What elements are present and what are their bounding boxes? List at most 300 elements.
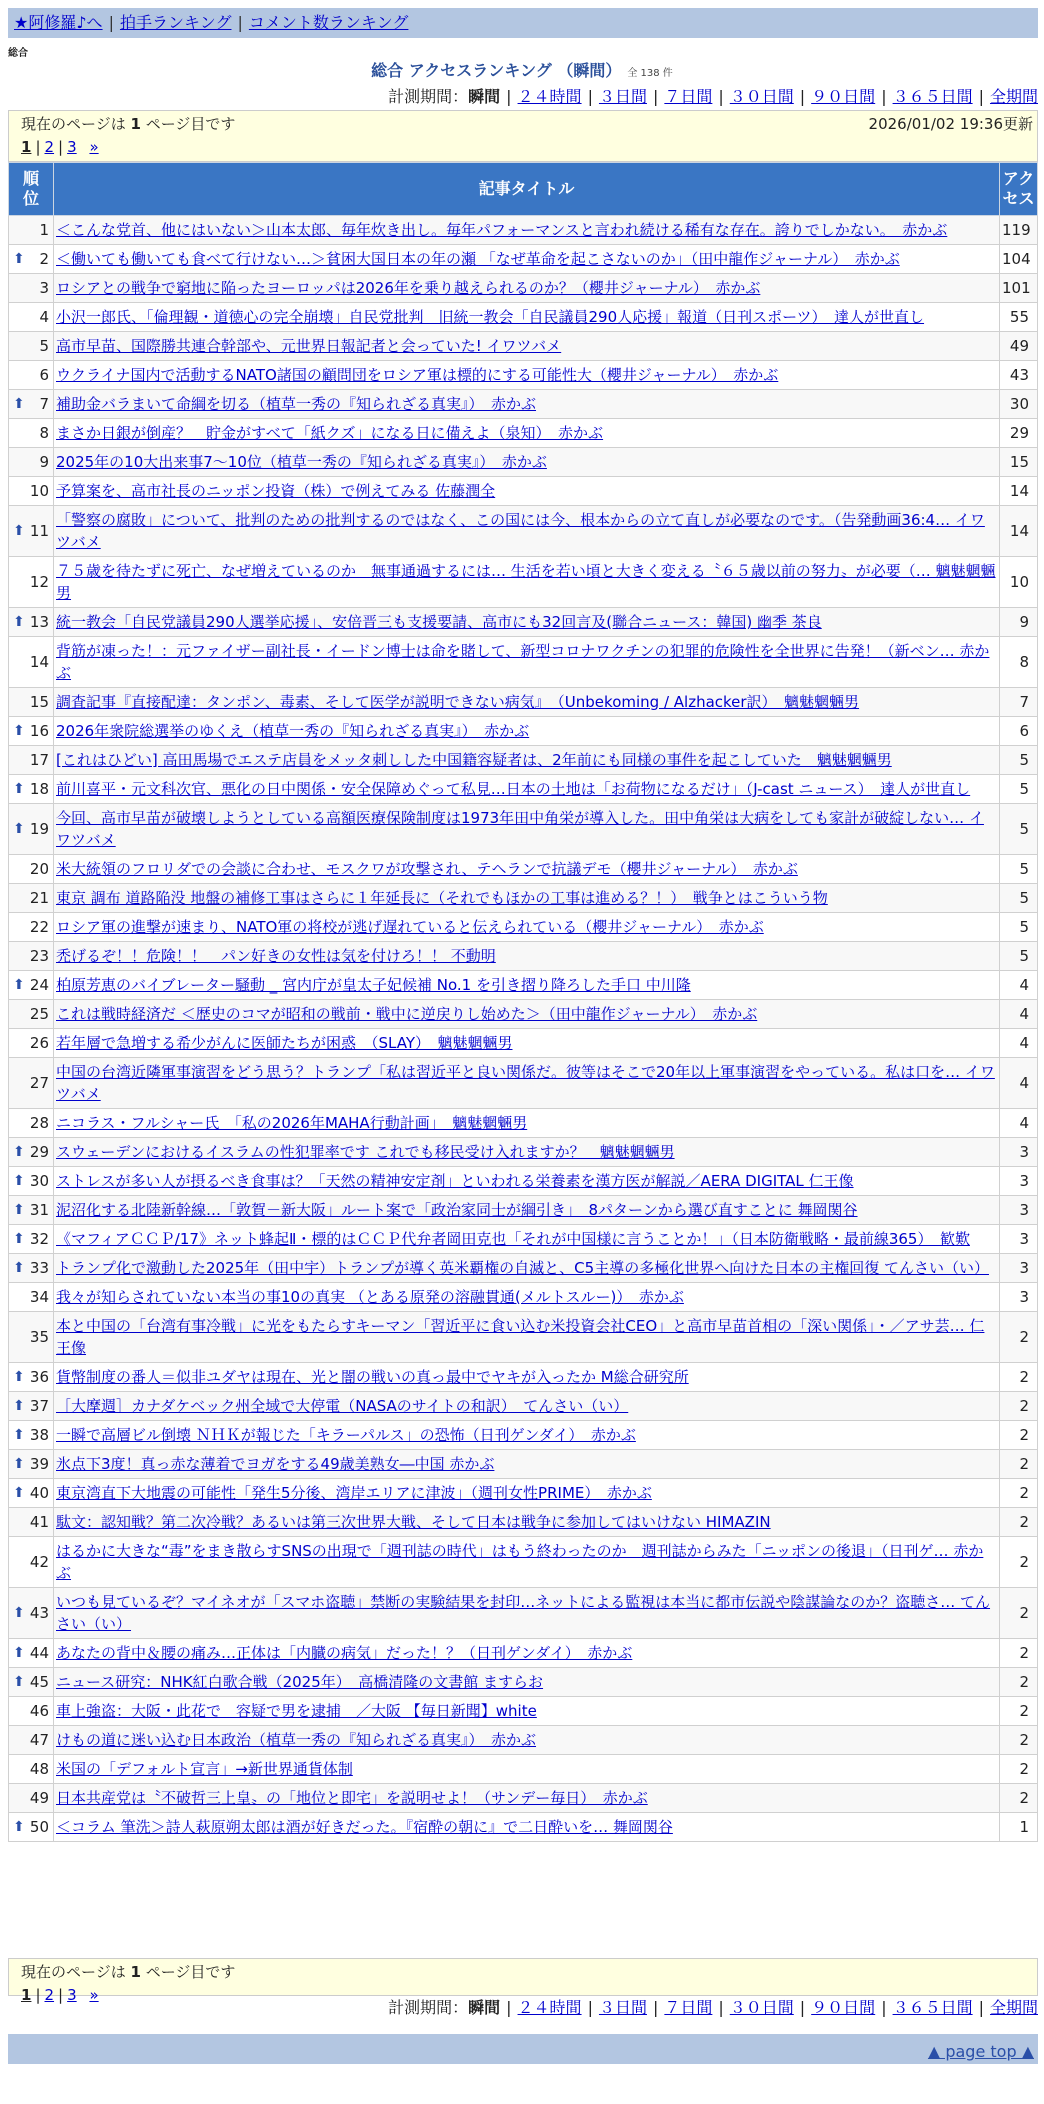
rank-number: 49 xyxy=(29,1789,49,1807)
period-separator: | xyxy=(978,1998,984,2017)
rank-up-arrow-icon: ⬆ xyxy=(13,1231,25,1247)
page-info-top xyxy=(8,110,1038,162)
article-title-link[interactable]: 本と中国の「台湾有事冷戦」に光をもたらすキーマン「習近平に食い込む米投資会社CEO」と高市早苗首相の「深い関係」・／アサ芸… 仁王像 xyxy=(56,1317,985,1357)
article-title-link[interactable]: 米国の「デフォルト宣言」→新世界通貨体制 xyxy=(56,1760,353,1778)
title-cell xyxy=(54,245,1000,274)
period-separator: | xyxy=(881,1998,887,2017)
rank-up-arrow-icon: ⬆ xyxy=(13,781,25,797)
access-count-cell: 5 xyxy=(1000,884,1038,913)
rank-up-arrow-icon: ⬆ xyxy=(13,1485,25,1501)
article-title-link[interactable]: 調査記事『直接配達：タンポン、毒素、そして医学が説明できない病気』 （Unbekoming / Alzhacker訳） 魑魅魍魎男 xyxy=(56,693,860,711)
period-option-link[interactable]: ９０日間 xyxy=(811,1998,876,2017)
table-row xyxy=(9,448,1038,477)
rank-number: 22 xyxy=(29,918,49,936)
rank-number: 48 xyxy=(29,1760,49,1778)
rank-number: 28 xyxy=(29,1114,49,1132)
article-title-link[interactable]: 中国の台湾近隣軍事演習をどう思う？トランプ「私は習近平と良い関係だ。彼等はそこで20年以上軍事演習をやっている。私は口を… イワツバメ xyxy=(56,1063,995,1103)
access-count-cell: 29 xyxy=(1000,419,1038,448)
rank-up-arrow-icon: ⬆ xyxy=(13,1173,25,1189)
rank-cell xyxy=(9,688,54,717)
access-count-cell: 14 xyxy=(1000,477,1038,506)
rank-number: 41 xyxy=(29,1513,49,1531)
table-row xyxy=(9,1225,1038,1254)
access-count-cell: 2 xyxy=(1000,1784,1038,1813)
rank-number: 40 xyxy=(29,1484,49,1502)
article-title-link[interactable]: ロシア軍の進撃が速まり、NATO軍の将校が逃げ遅れていると伝えられている（櫻井ジャーナル） 赤かぶ xyxy=(56,918,764,936)
page-number: 1 xyxy=(130,115,141,133)
title-cell xyxy=(54,775,1000,804)
period-option-link[interactable]: ７日間 xyxy=(664,87,713,106)
title-cell xyxy=(54,1784,1000,1813)
table-row xyxy=(9,1479,1038,1508)
period-separator: | xyxy=(506,87,512,106)
rank-number: 34 xyxy=(29,1288,49,1306)
access-count-cell: 5 xyxy=(1000,913,1038,942)
title-cell xyxy=(54,971,1000,1000)
table-row xyxy=(9,1392,1038,1421)
rank-cell xyxy=(9,390,54,419)
access-count-cell: 2 xyxy=(1000,1639,1038,1668)
table-row xyxy=(9,1697,1038,1726)
title-cell xyxy=(54,448,1000,477)
title-cell xyxy=(54,1312,1000,1363)
rank-up-arrow-icon: ⬆ xyxy=(13,1369,25,1385)
page-number: 1 xyxy=(130,1963,141,1981)
rank-cell xyxy=(9,1755,54,1784)
article-title-link[interactable]: 東京湾直下大地震の可能性「発生5分後、湾岸エリアに津波」（週刊女性PRIME） 赤かぶ xyxy=(56,1484,652,1502)
article-title-link[interactable]: 前川喜平・元文科次官、悪化の日中関係・安全保障めぐって私見…日本の土地は「お荷物になるだけ」（J-cast ニュース） 達人が世直し xyxy=(56,780,971,798)
article-title-link[interactable]: ニコラス・フルシャー氏 「私の2026年MAHA行動計画」 魑魅魍魎男 xyxy=(56,1114,528,1132)
table-row xyxy=(9,1363,1038,1392)
access-count-cell: 30 xyxy=(1000,390,1038,419)
rank-cell xyxy=(9,1784,54,1813)
title-cell xyxy=(54,1138,1000,1167)
ranking-title: 総合 アクセスランキング （瞬間） xyxy=(371,61,622,80)
article-title-link[interactable]: まさか日銀が倒産？ 貯金がすべて「紙クズ」になる日に備えよ（泉知） 赤かぶ xyxy=(56,424,604,442)
article-title-link[interactable]: ［大摩週］カナダケベック州全域で大停電（NASAのサイトの和訳） てんさい（い） xyxy=(56,1397,629,1415)
rank-number: 6 xyxy=(39,366,49,384)
rank-number: 18 xyxy=(29,780,49,798)
article-title-link[interactable]: 禿げるぞ！！危険！！ パン好きの女性は気を付けろ！！ 不動明 xyxy=(56,947,496,965)
section-label: 総合 xyxy=(8,48,28,59)
rank-up-arrow-icon: ⬆ xyxy=(13,821,25,837)
rank-cell xyxy=(9,1392,54,1421)
table-row xyxy=(9,1450,1038,1479)
rank-cell xyxy=(9,608,54,637)
title-cell xyxy=(54,274,1000,303)
rank-number: 44 xyxy=(29,1644,49,1662)
ranking-table xyxy=(8,162,1038,1842)
table-row xyxy=(9,717,1038,746)
rank-cell xyxy=(9,1450,54,1479)
table-row xyxy=(9,1109,1038,1138)
article-title-link[interactable]: これは戦時経済だ ＜歴史のコマが昭和の戦前・戦中に逆戻りし始めた＞（田中龍作ジャーナル） 赤かぶ xyxy=(56,1005,758,1023)
table-row xyxy=(9,332,1038,361)
access-count-cell: 2 xyxy=(1000,1697,1038,1726)
period-separator: | xyxy=(799,1998,806,2017)
title-cell xyxy=(54,419,1000,448)
article-title-link[interactable]: 一瞬で高層ビル倒壊 ＮＨＫが報じた「キラーパルス」の恐怖（日刊ゲンダイ） 赤かぶ xyxy=(56,1426,636,1444)
footer-bar xyxy=(8,2034,1038,2064)
rank-number: 26 xyxy=(29,1034,49,1052)
rank-cell xyxy=(9,1668,54,1697)
pager-next-link[interactable]: » xyxy=(89,1986,99,2004)
article-title-link[interactable]: 補助金バラまいて命綱を切る（植草一秀の『知られざる真実』） 赤かぶ xyxy=(56,395,537,413)
rank-up-arrow-icon: ⬆ xyxy=(13,1456,25,1472)
page-top-link[interactable]: ▲ page top ▲ xyxy=(927,2042,1034,2061)
access-count-cell: 3 xyxy=(1000,1167,1038,1196)
title-cell xyxy=(54,1109,1000,1138)
pager-next-link[interactable]: » xyxy=(89,138,99,156)
rank-cell xyxy=(9,1813,54,1842)
table-row xyxy=(9,1312,1038,1363)
access-count-cell: 4 xyxy=(1000,971,1038,1000)
article-title-link[interactable]: あなたの背中＆腰の痛み…正体は「内臓の病気」だった！？（日刊ゲンダイ） 赤かぶ xyxy=(56,1644,633,1662)
article-title-link[interactable]: ストレスが多い人が摂るべき食事は？「天然の精神安定剤」といわれる栄養素を漢方医が解説／AERA DIGITAL 仁王像 xyxy=(56,1172,854,1190)
access-count-cell: 7 xyxy=(1000,688,1038,717)
rank-cell xyxy=(9,884,54,913)
table-row xyxy=(9,1196,1038,1225)
access-count-cell: 2 xyxy=(1000,1537,1038,1588)
period-option-link[interactable]: 全期間 xyxy=(989,87,1038,106)
access-count-cell: 2 xyxy=(1000,1421,1038,1450)
rank-up-arrow-icon: ⬆ xyxy=(13,1605,25,1621)
access-count-cell: 2 xyxy=(1000,1588,1038,1639)
rank-cell xyxy=(9,419,54,448)
access-count-cell: 5 xyxy=(1000,775,1038,804)
title-cell xyxy=(54,477,1000,506)
article-title-link[interactable]: ＜こんな党首、他にはいない＞山本太郎、毎年炊き出し。毎年パフォーマンスと言われ続ける稀有な存在。誇りでしかない。 赤かぶ xyxy=(56,221,948,239)
pager-spacer xyxy=(77,138,90,156)
rank-cell xyxy=(9,1537,54,1588)
table-row xyxy=(9,971,1038,1000)
title-cell xyxy=(54,1697,1000,1726)
rank-up-arrow-icon: ⬆ xyxy=(13,723,25,739)
rank-number: 1 xyxy=(39,221,49,239)
access-count-cell: 4 xyxy=(1000,1058,1038,1109)
rank-number: 37 xyxy=(29,1397,49,1415)
page-title xyxy=(0,60,1044,85)
access-count-cell: 5 xyxy=(1000,804,1038,855)
pager-separator: | xyxy=(58,1986,64,2004)
rank-number: 45 xyxy=(29,1673,49,1691)
article-title-link[interactable]: 東京 調布 道路陥没 地盤の補修工事はさらに１年延長に（それでもほかの工事は進める？！） 戦争とはこういう物 xyxy=(56,889,828,907)
rank-number: 31 xyxy=(29,1201,49,1219)
period-option-link[interactable]: ３６５日間 xyxy=(892,1998,973,2017)
access-count-cell: 3 xyxy=(1000,1225,1038,1254)
article-title-link[interactable]: 貨幣制度の番人＝似非ユダヤは現在、光と闇の戦いの真っ最中でヤキが入ったか M総合研究所 xyxy=(56,1368,689,1386)
rank-number: 7 xyxy=(39,395,49,413)
article-title-link[interactable]: 米大統領のフロリダでの会談に合わせ、モスクワが攻撃され、テヘランで抗議デモ（櫻井ジャーナル） 赤かぶ xyxy=(56,860,798,878)
article-title-link[interactable]: [これはひどい] 高田馬場でエステ店員をメッタ刺しした中国籍容疑者は、2年前にも同様の事件を起こしていた 魑魅魍魎男 xyxy=(56,751,892,769)
article-title-link[interactable]: 予算案を、高市社長のニッポン投資（株）で例えてみる 佐藤潤全 xyxy=(56,482,496,500)
pager-link[interactable]: 3 xyxy=(67,1986,77,2004)
rank-cell xyxy=(9,448,54,477)
rank-cell xyxy=(9,1697,54,1726)
title-cell xyxy=(54,608,1000,637)
rank-cell xyxy=(9,1167,54,1196)
rank-number: 23 xyxy=(29,947,49,965)
title-cell xyxy=(54,1058,1000,1109)
article-title-link[interactable]: 泥沼化する北陸新幹線…「敦賀－新大阪」ルート案で「政治家同士が綱引き」 8パターンから選び直すことに 舞岡関谷 xyxy=(56,1201,858,1219)
rank-up-arrow-icon: ⬆ xyxy=(13,1819,25,1835)
rank-number: 27 xyxy=(29,1074,49,1092)
period-separator: | xyxy=(799,87,806,106)
period-separator: | xyxy=(881,87,887,106)
title-cell xyxy=(54,1167,1000,1196)
title-cell xyxy=(54,1813,1000,1842)
article-title-link[interactable]: 我々が知らされていない本当の事10の真実 （とある原発の溶融貫通(メルトスルー)） 赤かぶ xyxy=(56,1288,684,1306)
period-option-link[interactable]: ３６５日間 xyxy=(892,87,973,106)
period-option-link[interactable]: ２４時間 xyxy=(517,87,582,106)
rank-cell xyxy=(9,1196,54,1225)
pager-separator: | xyxy=(58,138,64,156)
table-row xyxy=(9,557,1038,608)
period-separator: | xyxy=(978,87,984,106)
title-cell xyxy=(54,717,1000,746)
rank-cell xyxy=(9,557,54,608)
table-row xyxy=(9,477,1038,506)
table-row xyxy=(9,390,1038,419)
article-title-link[interactable]: 日本共産党は〝不破哲三上皇〟の「地位と即宅」を説明せよ！（サンデー毎日） 赤かぶ xyxy=(56,1789,648,1807)
period-option-link[interactable]: ３０日間 xyxy=(729,87,794,106)
rank-number: 36 xyxy=(29,1368,49,1386)
title-cell xyxy=(54,1283,1000,1312)
rank-number: 46 xyxy=(29,1702,49,1720)
pager-link[interactable]: 2 xyxy=(44,1986,55,2004)
rank-cell xyxy=(9,717,54,746)
period-separator: | xyxy=(652,1998,659,2017)
table-row xyxy=(9,688,1038,717)
title-cell xyxy=(54,1508,1000,1537)
access-count-cell: 6 xyxy=(1000,717,1038,746)
period-option-link[interactable]: ３日間 xyxy=(598,1998,647,2017)
pager-link[interactable]: 3 xyxy=(67,138,77,156)
access-count-cell: 49 xyxy=(1000,332,1038,361)
period-option-link[interactable]: ３０日間 xyxy=(729,1998,794,2017)
article-title-link[interactable]: はるかに大きな“毒”をまき散らすSNSの出現で「週刊誌の時代」はもう終わったのか 週刊誌からみた「ニッポンの後退」（日刊ゲ… 赤かぶ xyxy=(56,1542,984,1582)
access-count-cell: 9 xyxy=(1000,608,1038,637)
nav-separator: | xyxy=(108,13,114,32)
access-count-cell: 2 xyxy=(1000,1668,1038,1697)
table-row xyxy=(9,775,1038,804)
pager-current: 1 xyxy=(21,138,32,156)
access-count-cell: 55 xyxy=(1000,303,1038,332)
rank-number: 19 xyxy=(29,820,49,838)
article-title-link[interactable]: 高市早苗、国際勝共連合幹部や、元世界日報記者と会っていた! イワツバメ xyxy=(56,337,562,355)
rank-cell xyxy=(9,1312,54,1363)
rank-number: 13 xyxy=(29,613,49,631)
article-title-link[interactable]: ７５歳を待たずに死亡、なぜ増えているのか 無事通過するには… 生活を若い頃と大きく変える〝６５歳以前の努力〟が必要（… 魑魅魍魎男 xyxy=(56,562,996,602)
table-row xyxy=(9,855,1038,884)
rank-number: 24 xyxy=(29,976,49,994)
article-title-link[interactable]: 統一教会「自民党議員290人選挙応援」、安倍晋三も支援要請、高市にも32回言及(聯合ニュース：韓国) 幽季 茶良 xyxy=(56,613,822,631)
rank-number: 16 xyxy=(29,722,49,740)
rank-cell xyxy=(9,1588,54,1639)
rank-cell xyxy=(9,1421,54,1450)
article-title-link[interactable]: ＜働いても働いても食べて行けない…＞貧困大国日本の年の瀬 「なぜ革命を起こさないのか」（田中龍作ジャーナル） 赤かぶ xyxy=(56,250,900,268)
article-title-link[interactable]: スウェーデンにおけるイスラムの性犯罪率です これでも移民受け入れますか？ 魑魅魍魎男 xyxy=(56,1143,675,1161)
rank-cell xyxy=(9,1109,54,1138)
access-count-cell: 2 xyxy=(1000,1479,1038,1508)
rank-cell xyxy=(9,303,54,332)
rank-cell xyxy=(9,361,54,390)
rank-number: 17 xyxy=(29,751,49,769)
page-suffix: ページ目です xyxy=(145,1963,236,1981)
rank-number: 29 xyxy=(29,1143,49,1161)
article-title-link[interactable]: ＜コラム 筆洗＞詩人萩原朔太郎は酒が好きだった。『宿酔の朝に』で二日酔いを… 舞岡関谷 xyxy=(56,1818,673,1836)
title-cell xyxy=(54,1726,1000,1755)
access-count-cell: 14 xyxy=(1000,506,1038,557)
article-title-link[interactable]: 背筋が凍った！：元ファイザー副社長・イードン博士は命を賭して、新型コロナワクチンの犯罪的危険性を全世界に告発！（新ベン… 赤かぶ xyxy=(56,642,990,682)
table-row xyxy=(9,1813,1038,1842)
rank-cell xyxy=(9,637,54,688)
article-title-link[interactable]: 車上強盗：大阪・此花で 容疑で男を逮捕 ／大阪 【毎日新聞】white xyxy=(56,1702,537,1720)
access-count-cell: 5 xyxy=(1000,942,1038,971)
access-count-cell: 43 xyxy=(1000,361,1038,390)
article-title-link[interactable]: いつも見ているぞ？マイネオが「スマホ盗聴」禁断の実験結果を封印…ネットによる監視は本当に都市伝説や陰謀論なのか？盗聴さ… てんさい（い） xyxy=(56,1593,991,1633)
title-cell xyxy=(54,1363,1000,1392)
top-nav-bar xyxy=(8,8,1038,38)
period-option-link[interactable]: ７日間 xyxy=(664,1998,713,2017)
rank-cell xyxy=(9,216,54,245)
rank-up-arrow-icon: ⬆ xyxy=(13,251,25,267)
pager-spacer xyxy=(77,1986,90,2004)
rank-number: 5 xyxy=(39,337,49,355)
title-cell xyxy=(54,1588,1000,1639)
rank-number: 42 xyxy=(29,1553,49,1571)
rank-number: 4 xyxy=(39,308,49,326)
rank-cell xyxy=(9,971,54,1000)
access-count-cell: 10 xyxy=(1000,557,1038,608)
rank-number: 38 xyxy=(29,1426,49,1444)
table-row xyxy=(9,1167,1038,1196)
article-title-link[interactable]: 《マフィアＣＣＰ/17》ネット蜂起Ⅱ・標的はＣＣＰ代弁者岡田克也「それが中国様に言うことか！」（日本防衛戦略・最前線365） 歓歎 xyxy=(56,1230,970,1248)
ranking-table-body xyxy=(9,216,1038,1842)
title-cell xyxy=(54,637,1000,688)
rank-up-arrow-icon: ⬆ xyxy=(13,614,25,630)
rank-number: 8 xyxy=(39,424,49,442)
article-title-link[interactable]: 若年層で急増する希少がんに医師たちが困惑 （SLAY） 魑魅魍魎男 xyxy=(56,1034,513,1052)
title-cell xyxy=(54,303,1000,332)
period-separator: | xyxy=(587,1998,593,2017)
rank-number: 3 xyxy=(39,279,49,297)
article-title-link[interactable]: 駄文：認知戦？第二次冷戦？あるいは第三次世界大戦、そして日本は戦争に参加してはいけない HIMAZIN xyxy=(56,1513,771,1531)
access-count-cell: 2 xyxy=(1000,1755,1038,1784)
rank-cell xyxy=(9,1058,54,1109)
period-current: 瞬間 xyxy=(468,87,501,106)
rank-up-arrow-icon: ⬆ xyxy=(13,1202,25,1218)
rank-number: 33 xyxy=(29,1259,49,1277)
article-title-link[interactable]: 2025年の10大出来事7～10位（植草一秀の『知られざる真実』） 赤かぶ xyxy=(56,453,547,471)
article-title-link[interactable]: 2026年衆院総選挙のゆくえ（植草一秀の『知られざる真実』） 赤かぶ xyxy=(56,722,530,740)
title-cell xyxy=(54,1000,1000,1029)
access-count-cell: 8 xyxy=(1000,637,1038,688)
article-title-link[interactable]: 今回、高市早苗が破壊しようとしている高額医療保険制度は1973年田中角栄が導入した。田中角栄は大病をしても家計が破綻しない… イワツバメ xyxy=(56,809,984,849)
article-title-link[interactable]: 氷点下3度！真っ赤な薄着でヨガをする49歳美熟女―中国 赤かぶ xyxy=(56,1455,495,1473)
rank-up-arrow-icon: ⬆ xyxy=(13,1144,25,1160)
access-count-cell: 4 xyxy=(1000,1029,1038,1058)
table-row xyxy=(9,637,1038,688)
table-row xyxy=(9,1639,1038,1668)
table-row xyxy=(9,506,1038,557)
pager-link[interactable]: 2 xyxy=(44,138,55,156)
period-selector-bottom xyxy=(388,1997,1038,2019)
rank-cell xyxy=(9,1029,54,1058)
article-title-link[interactable]: ニュース研究：NHK紅白歌合戦（2025年） 高橋清隆の文書館 ますらお xyxy=(56,1673,544,1691)
rank-cell xyxy=(9,506,54,557)
rank-cell xyxy=(9,1639,54,1668)
applause-ranking-link[interactable]: 拍手ランキング xyxy=(119,13,232,32)
table-row xyxy=(9,1755,1038,1784)
table-row xyxy=(9,245,1038,274)
rank-number: 30 xyxy=(29,1172,49,1190)
access-count-cell: 2 xyxy=(1000,1363,1038,1392)
rank-number: 32 xyxy=(29,1230,49,1248)
period-option-link[interactable]: ９０日間 xyxy=(811,87,876,106)
title-cell xyxy=(54,557,1000,608)
article-title-link[interactable]: 「警察の腐敗」について、批判のための批判するのではなく、この国には今、根本からの立て直しが必要なのです。（告発動画36:4… イワツバメ xyxy=(56,511,985,551)
period-option-link[interactable]: 全期間 xyxy=(989,1998,1038,2017)
article-title-link[interactable]: ウクライナ国内で活動するNATO諸国の顧問団をロシア軍は標的にする可能性大（櫻井ジャーナル） 赤かぶ xyxy=(56,366,779,384)
table-row xyxy=(9,1029,1038,1058)
article-title-link[interactable]: 柏原芳恵のバイブレーター騒動 _ 宮内庁が皇太子妃候補 No.1 を引き摺り降ろした手口 中川隆 xyxy=(56,976,691,994)
title-cell xyxy=(54,1029,1000,1058)
title-cell xyxy=(54,1479,1000,1508)
rank-number: 20 xyxy=(29,860,49,878)
rank-cell xyxy=(9,855,54,884)
period-option-link[interactable]: ２４時間 xyxy=(517,1998,582,2017)
comment-ranking-link[interactable]: コメント数ランキング xyxy=(248,13,409,32)
table-row xyxy=(9,1668,1038,1697)
nav-separator: | xyxy=(237,13,243,32)
rank-column-header: 順位 xyxy=(9,163,54,216)
title-cell xyxy=(54,1254,1000,1283)
access-count-cell: 3 xyxy=(1000,1196,1038,1225)
table-header-row xyxy=(9,163,1038,216)
access-count-cell: 2 xyxy=(1000,1508,1038,1537)
rank-cell xyxy=(9,245,54,274)
rank-up-arrow-icon: ⬆ xyxy=(13,523,25,539)
access-count-cell: 2 xyxy=(1000,1392,1038,1421)
access-count-cell: 15 xyxy=(1000,448,1038,477)
period-label: 計測期間： xyxy=(388,1998,469,2017)
rank-cell xyxy=(9,1508,54,1537)
table-row xyxy=(9,608,1038,637)
access-count-cell: 101 xyxy=(1000,274,1038,303)
article-title-link[interactable]: 小沢一郎氏、「倫理観・道徳心の完全崩壊」自民党批判 旧統一教会「自民議員290人応援」報道（日刊スポーツ） 達人が世直し xyxy=(56,308,925,326)
rank-number: 2 xyxy=(39,250,49,268)
access-column-header: アクセス xyxy=(1000,163,1038,216)
page-info-bottom xyxy=(8,1958,1038,2004)
table-row xyxy=(9,1000,1038,1029)
table-row xyxy=(9,419,1038,448)
period-separator: | xyxy=(506,1998,512,2017)
rank-cell xyxy=(9,1138,54,1167)
rank-up-arrow-icon: ⬆ xyxy=(13,1427,25,1443)
article-title-link[interactable]: けもの道に迷い込む日本政治（植草一秀の『知られざる真実』） 赤かぶ xyxy=(56,1731,537,1749)
access-count-cell: 2 xyxy=(1000,1726,1038,1755)
rank-number: 9 xyxy=(39,453,49,471)
access-count-cell: 5 xyxy=(1000,855,1038,884)
article-title-link[interactable]: トランプ化で激動した2025年（田中宇）トランプが導く英米覇権の自滅と、C5主導の多極化世界へ向けた日本の主権回復 てんさい（い） xyxy=(56,1259,989,1277)
rank-up-arrow-icon: ⬆ xyxy=(13,1645,25,1661)
table-row xyxy=(9,1508,1038,1537)
home-link[interactable]: ★阿修羅♪へ xyxy=(14,13,103,32)
article-title-link[interactable]: ロシアとの戦争で窮地に陥ったヨーロッパは2026年を乗り越えられるのか？（櫻井ジャーナル） 赤かぶ xyxy=(56,279,761,297)
title-cell xyxy=(54,1392,1000,1421)
period-option-link[interactable]: ３日間 xyxy=(598,87,647,106)
